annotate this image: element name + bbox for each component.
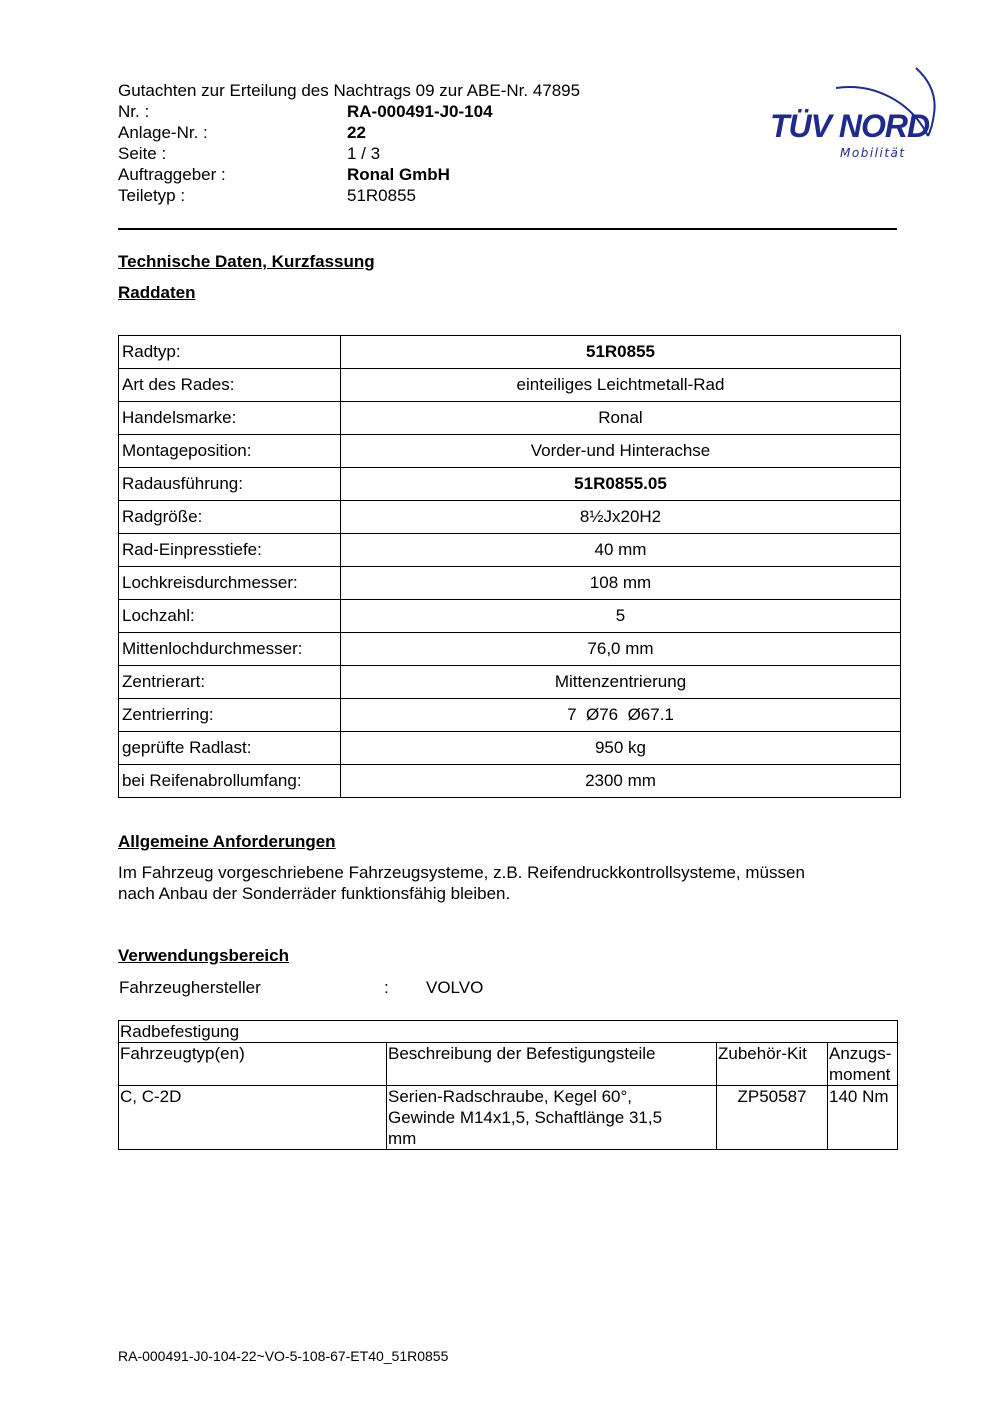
row-label: Radgröße: <box>119 501 341 534</box>
fahrzeughersteller-value: VOLVO <box>426 978 484 997</box>
table-row <box>119 402 901 435</box>
table-title-row <box>119 1021 898 1043</box>
cell-line: mm <box>388 1129 417 1148</box>
row-label: Radausführung: <box>119 468 341 501</box>
column-header: Fahrzeugtyp(en) <box>119 1043 387 1086</box>
row-label: Montageposition: <box>119 435 341 468</box>
cell-line: Gewinde M14x1,5, Schaftlänge 31,5 <box>388 1108 663 1127</box>
table-row <box>119 567 901 600</box>
separator: : <box>384 978 389 997</box>
header-row-auftraggeber <box>118 164 678 185</box>
header-label: Auftraggeber : <box>118 165 226 184</box>
table-row <box>119 534 901 567</box>
table-row <box>119 369 901 402</box>
row-label: bei Reifenabrollumfang: <box>119 765 341 798</box>
header-value: Ronal GmbH <box>347 165 450 184</box>
table-row <box>119 666 901 699</box>
header-line: moment <box>829 1065 891 1084</box>
header-label: Nr. : <box>118 102 150 121</box>
header-row-anlage <box>118 122 678 143</box>
header-label: Anlage-Nr. : <box>118 123 208 142</box>
table-row <box>119 633 901 666</box>
row-label: Radtyp: <box>119 336 341 369</box>
row-value: 108 mm <box>341 567 901 600</box>
fahrzeughersteller-row <box>119 978 483 998</box>
row-value: Ronal <box>341 402 901 435</box>
table-row <box>119 600 901 633</box>
table-row <box>119 1086 898 1150</box>
section-verwendungsbereich: Verwendungsbereich <box>118 946 289 965</box>
row-label: Mittenlochdurchmesser: <box>119 633 341 666</box>
table-row <box>119 435 901 468</box>
header-divider <box>118 228 897 230</box>
raddaten-table <box>118 335 901 798</box>
row-value: 7 Ø76 Ø67.1 <box>341 699 901 732</box>
logo-brand: TÜV NORD <box>770 108 930 144</box>
header-value: 1 / 3 <box>347 144 381 163</box>
section-raddaten: Raddaten <box>118 283 196 302</box>
column-header: Zubehör-Kit <box>717 1043 828 1086</box>
header-value: 22 <box>347 123 366 142</box>
header-row-teiletyp <box>118 185 678 206</box>
row-label: Art des Rades: <box>119 369 341 402</box>
cell-beschreibung <box>387 1086 717 1150</box>
table-header-row <box>119 1043 898 1086</box>
row-value: 8½Jx20H2 <box>341 501 901 534</box>
row-label: Zentrierring: <box>119 699 341 732</box>
row-value: einteiliges Leichtmetall-Rad <box>341 369 901 402</box>
document-header <box>118 80 678 206</box>
tuev-nord-logo <box>766 58 946 168</box>
table-row <box>119 468 901 501</box>
row-value: 5 <box>341 600 901 633</box>
paragraph-line: Im Fahrzeug vorgeschriebene Fahrzeugsysteme, z.B. Reifendruckkontrollsysteme, müssen <box>118 863 805 882</box>
row-label: Zentrierart: <box>119 666 341 699</box>
footer-reference: RA-000491-J0-104-22~VO-5-108-67-ET40_51R0855 <box>118 1348 449 1364</box>
header-title: Gutachten zur Erteilung des Nachtrags 09 zur ABE-Nr. 47895 <box>118 81 581 100</box>
cell-fahrzeugtyp: C, C-2D <box>119 1086 387 1150</box>
header-row-nr <box>118 101 678 122</box>
table-row <box>119 336 901 369</box>
logo-subtitle: Mobilität <box>840 146 906 160</box>
header-line: Anzugs- <box>829 1044 892 1063</box>
column-header <box>828 1043 898 1086</box>
header-value: RA-000491-J0-104 <box>347 102 493 121</box>
row-value: 40 mm <box>341 534 901 567</box>
cell-line: Serien-Radschraube, Kegel 60°, <box>388 1087 633 1106</box>
row-value: Mittenzentrierung <box>341 666 901 699</box>
row-value: 950 kg <box>341 732 901 765</box>
row-label: Rad-Einpresstiefe: <box>119 534 341 567</box>
row-value: 76,0 mm <box>341 633 901 666</box>
row-value: 51R0855 <box>341 336 901 369</box>
row-label: Handelsmarke: <box>119 402 341 435</box>
row-label: Lochkreisdurchmesser: <box>119 567 341 600</box>
cell-anzugsmoment: 140 Nm <box>828 1086 898 1150</box>
header-row-seite <box>118 143 678 164</box>
table-row <box>119 732 901 765</box>
header-value: 51R0855 <box>347 186 417 205</box>
fahrzeughersteller-label: Fahrzeughersteller <box>119 978 261 997</box>
row-value: 51R0855.05 <box>341 468 901 501</box>
table-row <box>119 765 901 798</box>
table-title: Radbefestigung <box>119 1021 898 1043</box>
row-value: Vorder-und Hinterachse <box>341 435 901 468</box>
allgemein-paragraph <box>118 862 888 904</box>
cell-zubehoer-kit: ZP50587 <box>717 1086 828 1150</box>
section-allgemeine-anforderungen: Allgemeine Anforderungen <box>118 832 336 851</box>
table-row <box>119 699 901 732</box>
row-label: Lochzahl: <box>119 600 341 633</box>
column-header: Beschreibung der Befestigungsteile <box>387 1043 717 1086</box>
paragraph-line: nach Anbau der Sonderräder funktionsfähig bleiben. <box>118 884 511 903</box>
row-label: geprüfte Radlast: <box>119 732 341 765</box>
row-value: 2300 mm <box>341 765 901 798</box>
header-label: Teiletyp : <box>118 186 186 205</box>
header-label: Seite : <box>118 144 167 163</box>
section-technische-daten: Technische Daten, Kurzfassung <box>118 252 375 271</box>
radbefestigung-table <box>118 1020 898 1150</box>
table-row <box>119 501 901 534</box>
